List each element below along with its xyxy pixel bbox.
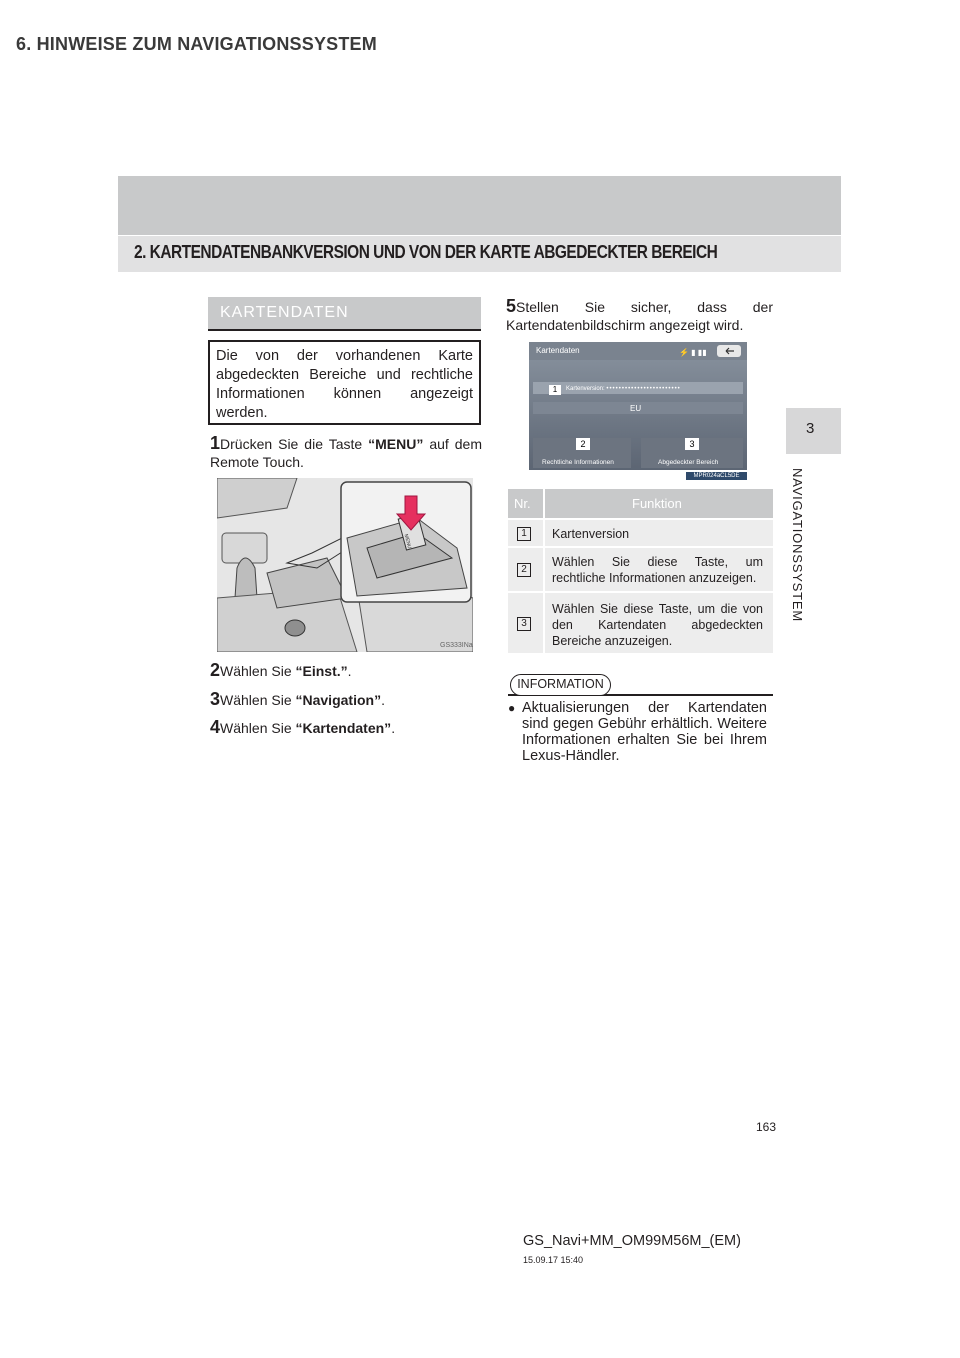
step-number: 4 <box>210 717 221 737</box>
chapter-label <box>790 468 814 628</box>
row-number: 1 <box>517 527 531 541</box>
information-label: INFORMATION <box>510 674 611 696</box>
step-5 <box>506 297 773 334</box>
remote-touch-drawing <box>217 478 473 652</box>
bullet-icon: ● <box>508 701 516 715</box>
step-text-end: . <box>347 663 352 679</box>
function-table <box>508 489 773 653</box>
table-row <box>508 546 773 591</box>
information-text: Aktualisierungen der Kartendaten sind gegen Gebühr erhältlich. Weitere Informationen erhalten Sie bei Ihrem Lexus-Händler. <box>522 700 767 764</box>
header-funktion: Funktion <box>632 496 682 511</box>
row-number: 2 <box>517 563 531 577</box>
step-text-end: auf dem Remote Touch. <box>210 436 482 470</box>
screen-code: MPR024aCL5DE <box>686 472 747 480</box>
illustration-code: GS333INa <box>440 642 473 649</box>
legal-info-button: Rechtliche Informationen <box>542 459 614 466</box>
row-text: Kartenversion <box>552 527 630 541</box>
page-number: 163 <box>756 1120 777 1134</box>
marker-2: 2 <box>576 438 590 450</box>
region-label: EU <box>630 404 642 413</box>
column-divider <box>543 520 545 546</box>
print-date: 15.09.17 15:40 <box>523 1255 584 1265</box>
step-text: Wählen Sie <box>220 720 296 736</box>
step-text: Wählen Sie <box>220 692 296 708</box>
step-key: “Navigation” <box>295 692 382 708</box>
step-text-end: . <box>381 692 385 708</box>
table-row <box>508 591 773 653</box>
screen-title: Kartendaten <box>536 346 580 355</box>
header-nr: Nr. <box>514 496 531 511</box>
row-text: Wählen Sie diese Taste, um die von den Kartendaten abgedeckten Bereiche anzuzeigen. <box>552 602 763 648</box>
header-top-band <box>118 176 841 236</box>
marker-1: 1 <box>549 385 561 395</box>
step-key: “Einst.” <box>295 663 348 679</box>
section-title: 6. HINWEISE ZUM NAVIGATIONSSYSTEM <box>16 34 377 54</box>
step-text-end: . <box>391 720 396 736</box>
step-4 <box>210 717 395 738</box>
step-text: Wählen Sie <box>220 663 296 679</box>
step-key: “Kartendaten” <box>295 720 392 736</box>
kartendaten-intro: Die von der vorhandenen Karte abgedeckten Bereiche und rechtliche Informationen können angezeigt werden. <box>208 340 481 425</box>
step-number: 2 <box>210 660 221 680</box>
page-title: 2. KARTENDATENBANKVERSION UND VON DER KARTE ABGEDECKTER BEREICH <box>134 242 718 262</box>
row-number: 3 <box>517 617 531 631</box>
kartendaten-heading <box>208 297 481 331</box>
marker-3: 3 <box>685 438 699 450</box>
remote-touch-illustration <box>217 478 473 652</box>
row-text: Wählen Sie diese Taste, um rechtliche Informationen anzuzeigen. <box>552 555 763 585</box>
step-text: Stellen Sie sicher, dass der Kartendatenbildschirm angezeigt wird. <box>506 299 773 333</box>
kartendaten-heading-text: KARTENDATEN <box>220 304 349 321</box>
kartenversion-label: Kartenversion: •••••••••••••••••••••••• <box>566 386 681 392</box>
chapter-label-text: NAVIGATIONSSYSTEM <box>790 468 805 622</box>
step-number: 3 <box>210 689 221 709</box>
svg-text:MENU: MENU <box>402 533 413 550</box>
table-row <box>508 518 773 546</box>
kartenversion-text: Kartenversion: <box>566 386 605 392</box>
step-3 <box>210 689 385 710</box>
svg-text:⚡ ▮ ▮▮: ⚡ ▮ ▮▮ <box>679 348 707 357</box>
step-number: 5 <box>506 296 517 316</box>
covered-area-button: Abgedeckter Bereich <box>658 459 719 466</box>
step-2 <box>210 660 352 681</box>
column-divider <box>543 593 545 653</box>
table-header <box>508 489 773 518</box>
chapter-number: 3 <box>806 420 815 437</box>
document-code: GS_Navi+MM_OM99M56M_(EM) <box>523 1233 741 1249</box>
column-divider <box>543 548 545 591</box>
step-text: Drücken Sie die Taste <box>220 436 369 452</box>
step-number: 1 <box>210 433 221 453</box>
step-key: “MENU” <box>368 436 424 452</box>
column-divider <box>543 489 545 518</box>
step-1 <box>210 434 482 471</box>
